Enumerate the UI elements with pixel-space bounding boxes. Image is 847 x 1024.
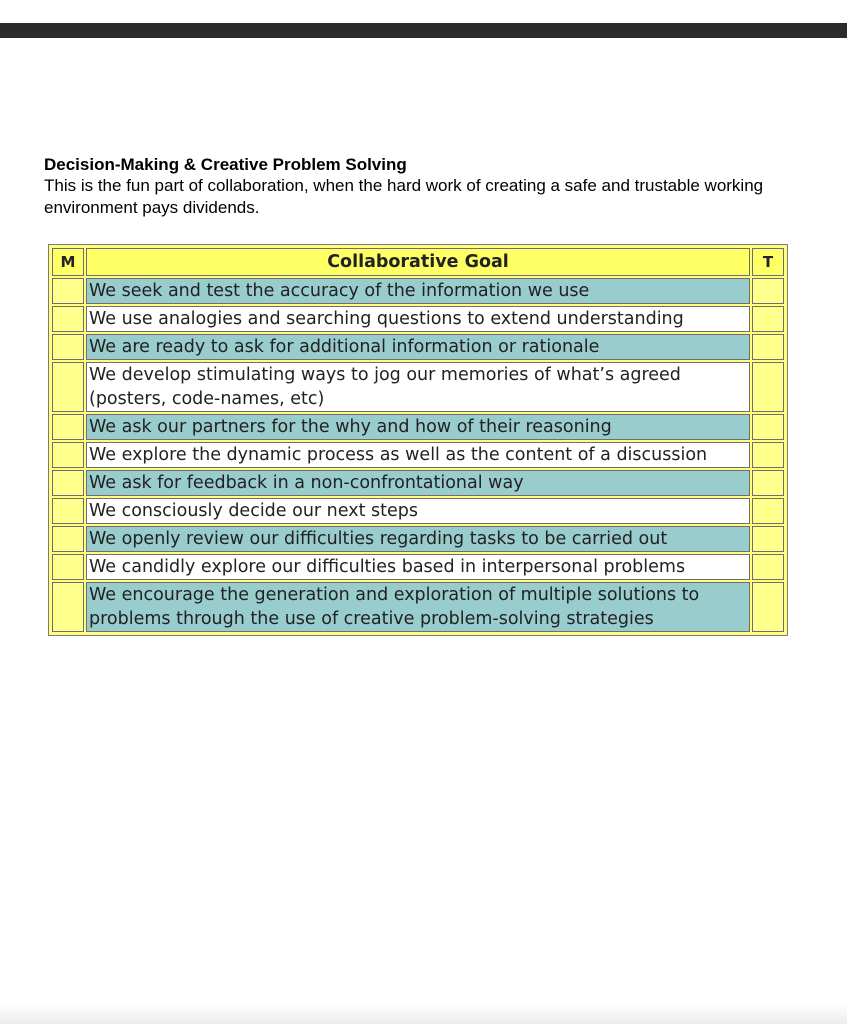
m-checkbox-cell[interactable] [52,278,84,304]
bottom-edge [0,1004,847,1024]
goal-text: We consciously decide our next steps [86,498,750,524]
t-checkbox-cell[interactable] [752,526,784,552]
goal-text: We ask our partners for the why and how of their reasoning [86,414,750,440]
goal-text: We explore the dynamic process as well as the content of a discussion [86,442,750,468]
m-checkbox-cell[interactable] [52,470,84,496]
goal-text: We ask for feedback in a non-confrontational way [86,470,750,496]
t-checkbox-cell[interactable] [752,498,784,524]
goal-text: We are ready to ask for additional information or rationale [86,334,750,360]
table-row [52,554,784,580]
m-checkbox-cell[interactable] [52,554,84,580]
table-row [52,278,784,304]
table-header-row [52,248,784,276]
table-row [52,498,784,524]
goal-text: We use analogies and searching questions to extend understanding [86,306,750,332]
t-checkbox-cell[interactable] [752,582,784,632]
goal-text: We seek and test the accuracy of the information we use [86,278,750,304]
m-checkbox-cell[interactable] [52,362,84,412]
column-header-goal: Collaborative Goal [86,248,750,276]
table-row [52,442,784,468]
m-checkbox-cell[interactable] [52,498,84,524]
goal-text: We encourage the generation and exploration of multiple solutions to problems through the use of creative problem-solving strategies [86,582,750,632]
section-description: This is the fun part of collaboration, when the hard work of creating a safe and trustable working environment pays dividends. [44,176,764,217]
goal-text: We develop stimulating ways to jog our memories of what’s agreed (posters, code-names, etc) [86,362,750,412]
table-row [52,362,784,412]
table-body [52,278,784,632]
collaborative-goals-table [48,244,788,636]
column-header-t: T [752,248,784,276]
section-title: Decision-Making & Creative Problem Solving [44,155,407,174]
goal-text: We candidly explore our difficulties based in interpersonal problems [86,554,750,580]
t-checkbox-cell[interactable] [752,470,784,496]
table-row [52,526,784,552]
m-checkbox-cell[interactable] [52,442,84,468]
t-checkbox-cell[interactable] [752,278,784,304]
m-checkbox-cell[interactable] [52,414,84,440]
table-row [52,414,784,440]
m-checkbox-cell[interactable] [52,582,84,632]
m-checkbox-cell[interactable] [52,306,84,332]
table-row [52,470,784,496]
t-checkbox-cell[interactable] [752,334,784,360]
m-checkbox-cell[interactable] [52,526,84,552]
t-checkbox-cell[interactable] [752,306,784,332]
t-checkbox-cell[interactable] [752,442,784,468]
table-row [52,582,784,632]
t-checkbox-cell[interactable] [752,362,784,412]
m-checkbox-cell[interactable] [52,334,84,360]
table-row [52,306,784,332]
top-bar [0,23,847,38]
column-header-m: M [52,248,84,276]
goal-text: We openly review our difficulties regarding tasks to be carried out [86,526,750,552]
t-checkbox-cell[interactable] [752,414,784,440]
section-header [44,155,804,219]
table-row [52,334,784,360]
t-checkbox-cell[interactable] [752,554,784,580]
